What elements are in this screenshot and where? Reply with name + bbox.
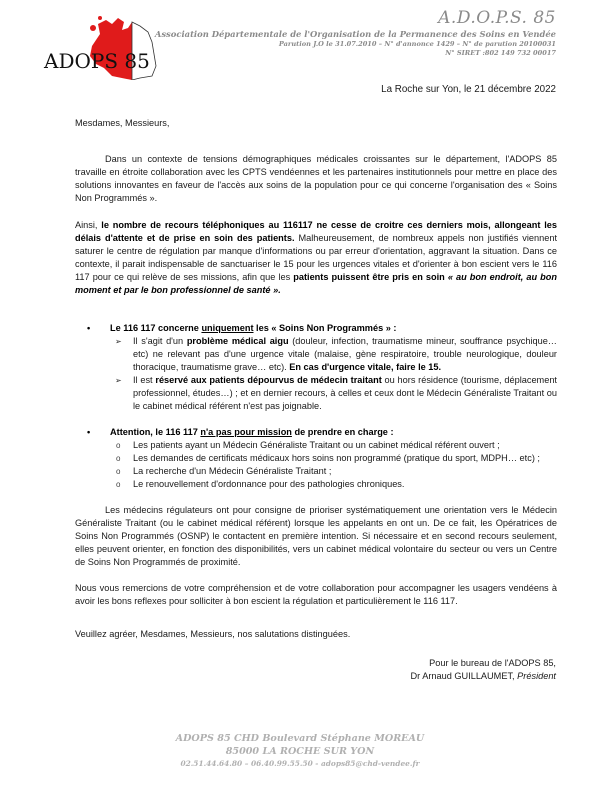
org-full-name: Association Départementale de l'Organisation de la Permanence des Soins en Vendée xyxy=(154,29,556,39)
footer-contact: 02.51.44.64.80 – 06.40.99.55.50 - adops85@chd-vendee.fr xyxy=(180,759,420,768)
signatory xyxy=(410,670,556,683)
circle-bullet-icon: o xyxy=(116,480,121,489)
bullet-exclusions xyxy=(75,426,557,491)
underlined-emphasis: uniquement xyxy=(201,323,254,333)
signature-line: Pour le bureau de l'ADOPS 85, xyxy=(429,658,556,668)
vendee-map-logo-icon xyxy=(40,10,160,80)
exclusion-text: La recherche d'un Médecin Généraliste Traitant ; xyxy=(133,466,332,476)
sub-item-text: (douleur, infection, traumatisme mineur, souffrance psychique… etc) ne relevant pas d'une urgence vitale (malaise, gène respiratoire, trouble neurologique, douleur thoracique, traumatisme grave… etc). xyxy=(133,336,557,372)
sub-item xyxy=(75,374,557,413)
exclusion-item xyxy=(75,452,557,465)
sub-item-text: ou hors résidence (tourisme, déplacement professionnel, études…) ; et en dernier recours, à celles et ceux dont le Médecin Généraliste Traitant ou le cabinet médical référent n'est pas joignable. xyxy=(133,375,557,411)
signature-block xyxy=(410,657,556,683)
signatory-title: Président xyxy=(517,671,556,681)
org-title: A.D.O.P.S. 85 xyxy=(438,8,556,28)
svg-text:ADOPS 85: ADOPS 85 xyxy=(44,49,150,73)
exclusion-text: Les patients ayant un Médecin Généraliste Traitant ou un cabinet médical référent ouvert ; xyxy=(133,440,500,450)
p2-intro: Ainsi, xyxy=(75,220,102,230)
place-date: La Roche sur Yon, le 21 décembre 2022 xyxy=(381,84,556,95)
organization-header xyxy=(155,8,556,58)
signatory-name: Dr Arnaud GUILLAUMET, xyxy=(410,671,518,681)
publication-info: Parution J.O le 31.07.2010 – N° d'annonce 1429 – N° de parution 20100031 xyxy=(278,40,556,48)
adops-logo xyxy=(40,10,160,80)
paragraph-context: Dans un contexte de tensions démographiques médicales croissantes sur le département, l'ADOPS 85 travaille en étroite collaboration avec les CPTS vendéennes et les partenaires institutionnels pour mettre en place des solutions innovantes en faveur de l'accès aux soins de la population pour ce qui concerne l'organisation des « Soins Non Programmés ». xyxy=(75,154,557,203)
sub-item-text: Il s'agit d'un xyxy=(133,336,187,346)
heading-text: les « Soins Non Programmés » : xyxy=(253,323,397,333)
sub-item-bold-end: En cas d'urgence vitale, faire le 15. xyxy=(289,362,442,372)
p2-bold-statement: le nombre de recours téléphoniques au 116117 ne cesse de croitre ces derniers mois, allongeant les délais d'attente et de prise en soin des patients. xyxy=(75,220,557,243)
footer xyxy=(0,732,600,769)
salutation: Mesdames, Messieurs, xyxy=(75,118,170,128)
p2-text: Malheureusement, de nombreux appels non justifiés viennent saturer le centre de régulation par manque d'informations ou par erreur d'orientation, aggravant la situation. Dans ce contexte, il parait indispensable de sanctuariser le 15 pour les urgences vitales et d'orienter à bon escient vers le 116 117 pour ce qui relève de ses missions, afin que les xyxy=(75,233,558,282)
heading-text: de prendre en charge : xyxy=(291,427,394,437)
underlined-emphasis: n'a pas pour mission xyxy=(200,427,292,437)
bullet-scope xyxy=(75,322,557,413)
footer-address-line1: ADOPS 85 CHD Boulevard Stéphane MOREAU xyxy=(175,733,425,744)
circle-bullet-icon: o xyxy=(116,467,121,476)
paragraph-situation xyxy=(75,219,557,297)
sub-item xyxy=(75,335,557,374)
exclusion-text: Les demandes de certificats médicaux hors soins non programmé (pratique du sport, MDPH… etc) ; xyxy=(133,453,540,463)
paragraph-thanks: Nous vous remercions de votre compréhension et de votre collaboration pour accompagner les usagers vendéens à avoir les bons reflexes pour solliciter à bon escient la régulation et particulièrement le 116 117. xyxy=(75,583,557,606)
arrow-bullet-icon: ➢ xyxy=(115,337,122,346)
p2-bold-patients: patients puissent être pris en soin xyxy=(293,272,448,282)
sub-item-bold: problème médical aigu xyxy=(186,336,289,346)
exclusion-item xyxy=(75,478,557,491)
heading-text: Attention, le 116 117 xyxy=(110,427,201,437)
exclusion-item xyxy=(75,465,557,478)
footer-address-line2: 85000 LA ROCHE SUR YON xyxy=(225,746,375,757)
bullet-icon: • xyxy=(87,323,91,333)
circle-bullet-icon: o xyxy=(116,441,121,450)
exclusion-item xyxy=(75,439,557,452)
sub-item-bold: réservé aux patients dépourvus de médecin traitant xyxy=(155,375,382,385)
paragraph-regulators: Les médecins régulateurs ont pour consigne de prioriser systématiquement une orientation vers le Médecin Généraliste Traitant (ou le cabinet médical référent) lorsque les appelants en ont un. De ce fait, les Opératrices de Soins Non Programmés (OSNP) le contactent en première intention. Si nécessaire et en second recours seulement, elles peuvent orienter, en fonction des disponibilités, vers un cabinet médical volontaire du secteur ou vers un Centre de Soins Non Programmés de proximité. xyxy=(75,505,557,567)
bullet-scope-heading xyxy=(75,322,557,335)
sub-item-text: Il est xyxy=(133,375,156,385)
paragraph-closing: Veuillez agréer, Mesdames, Messieurs, nos salutations distinguées. xyxy=(75,629,351,639)
bullet-icon: • xyxy=(87,427,91,437)
bullet-exclusions-heading xyxy=(75,426,557,439)
heading-text: Le 116 117 concerne xyxy=(110,323,202,333)
siret-number: N° SIRET :802 149 732 00017 xyxy=(445,49,556,57)
p2-bold-italic-quote: « au bon endroit, au bon moment et par le bon professionnel de santé ». xyxy=(75,272,557,295)
arrow-bullet-icon: ➢ xyxy=(115,376,122,385)
circle-bullet-icon: o xyxy=(116,454,121,463)
exclusion-text: Le renouvellement d'ordonnance pour des pathologies chroniques. xyxy=(133,479,405,489)
